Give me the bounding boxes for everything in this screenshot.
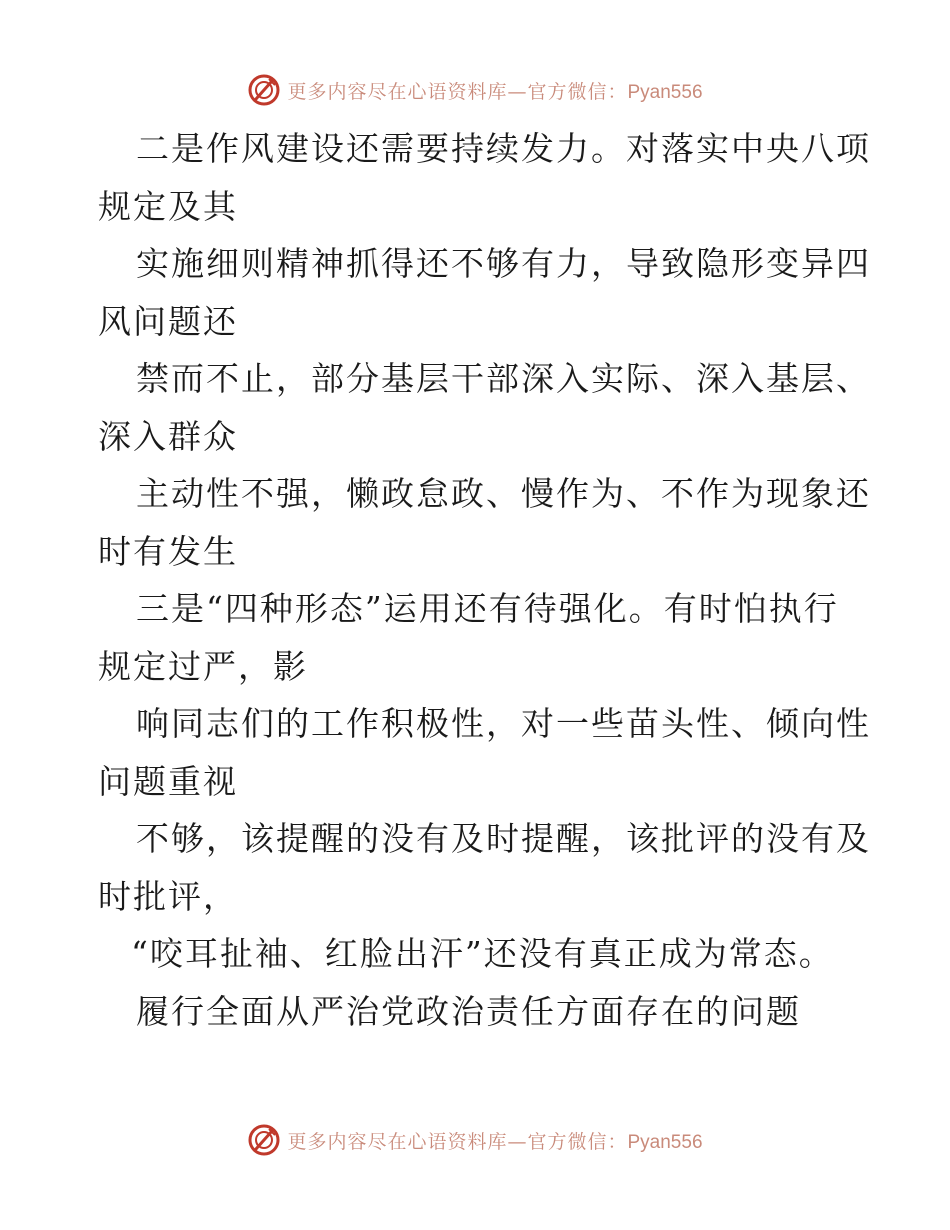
text-line: 时批评， xyxy=(98,876,238,916)
section-heading: 履行全面从严治党政治责任方面存在的问题 xyxy=(136,991,801,1031)
text-line: 响同志们的工作积极性，对一些苗头性、倾向性 xyxy=(136,704,871,743)
text-line: 实施细则精神抓得还不够有力，导致隐形变异四 xyxy=(136,244,871,283)
text-line: 二是作风建设还需要持续发力。对落实中央八项 xyxy=(136,129,871,168)
banner-text: 更多内容尽在心语资料库—官方微信：Pyan556 xyxy=(287,80,703,103)
text-line: 禁而不止，部分基层干部深入实际、深入基层、 xyxy=(136,359,871,398)
header-banner xyxy=(0,70,950,110)
banner-text: 更多内容尽在心语资料库—官方微信：Pyan556 xyxy=(287,1130,703,1153)
red-seal-logo-icon xyxy=(247,73,281,107)
text-line: “咬耳扯袖、红脸出汗”还没有真正成为常态。 xyxy=(131,934,834,973)
text-line: 时有发生 xyxy=(98,531,238,571)
text-line: 问题重视 xyxy=(98,761,238,801)
wechat-id: Pyan556 xyxy=(627,81,703,103)
text-line: 主动性不强，懒政怠政、慢作为、不作为现象还 xyxy=(136,474,871,513)
text-line: 不够，该提醒的没有及时提醒，该批评的没有及 xyxy=(136,819,871,858)
text-line: 规定过严，影 xyxy=(98,646,308,686)
text-line: 规定及其 xyxy=(98,186,238,226)
text-line: 深入群众 xyxy=(98,416,238,456)
wechat-id: Pyan556 xyxy=(627,1131,703,1153)
document-body xyxy=(98,120,871,1040)
footer-banner xyxy=(0,1120,950,1160)
text-line: 风问题还 xyxy=(98,301,238,341)
red-seal-logo-icon xyxy=(247,1123,281,1157)
text-line: 三是“四种形态”运用还有待强化。有时怕执行 xyxy=(136,589,839,628)
